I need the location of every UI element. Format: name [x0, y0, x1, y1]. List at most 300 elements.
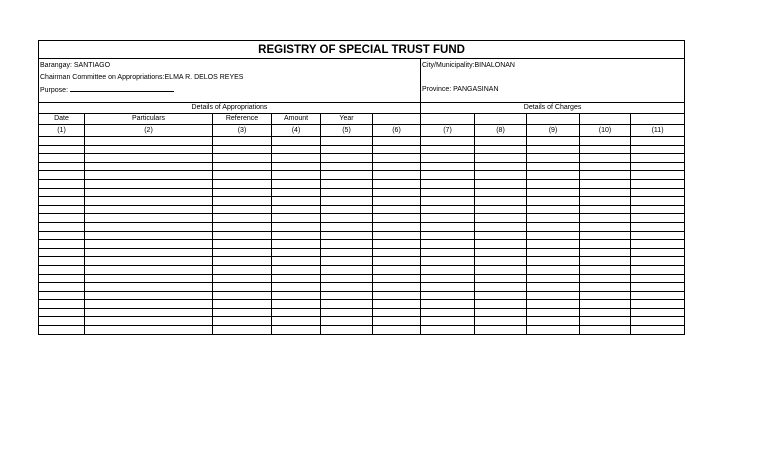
table-cell[interactable]: [39, 317, 85, 326]
column-number: (10): [580, 125, 631, 137]
table-cell[interactable]: [213, 257, 272, 266]
table-cell[interactable]: [527, 240, 580, 249]
table-cell[interactable]: [580, 231, 631, 240]
table-cell[interactable]: [39, 137, 85, 146]
table-cell[interactable]: [213, 179, 272, 188]
table-cell[interactable]: [39, 248, 85, 257]
table-cell[interactable]: [421, 257, 475, 266]
table-cell[interactable]: [631, 154, 685, 163]
table-cell[interactable]: [272, 283, 321, 292]
table-cell[interactable]: [213, 265, 272, 274]
table-cell[interactable]: [321, 248, 373, 257]
table-cell[interactable]: [421, 171, 475, 180]
table-cell[interactable]: [475, 145, 527, 154]
column-number: (7): [421, 125, 475, 137]
table-cell[interactable]: [527, 231, 580, 240]
table-cell[interactable]: [421, 145, 475, 154]
table-cell[interactable]: [321, 317, 373, 326]
table-cell[interactable]: [580, 291, 631, 300]
table-cell[interactable]: [85, 283, 213, 292]
table-cell[interactable]: [272, 265, 321, 274]
column-header: [580, 114, 631, 125]
table-cell[interactable]: [272, 222, 321, 231]
table-cell[interactable]: [475, 162, 527, 171]
table-cell[interactable]: [213, 248, 272, 257]
table-cell[interactable]: [85, 179, 213, 188]
table-cell[interactable]: [631, 240, 685, 249]
table-cell[interactable]: [580, 265, 631, 274]
table-cell[interactable]: [272, 214, 321, 223]
table-cell[interactable]: [213, 240, 272, 249]
table-cell[interactable]: [631, 300, 685, 309]
table-cell[interactable]: [421, 300, 475, 309]
table-cell[interactable]: [580, 326, 631, 335]
table-cell[interactable]: [475, 248, 527, 257]
table-cell[interactable]: [373, 291, 421, 300]
table-cell[interactable]: [475, 214, 527, 223]
table-cell[interactable]: [39, 214, 85, 223]
table-cell[interactable]: [321, 283, 373, 292]
table-cell[interactable]: [631, 291, 685, 300]
table-row: [39, 265, 685, 274]
table-cell[interactable]: [475, 257, 527, 266]
table-cell[interactable]: [580, 205, 631, 214]
table-row: [39, 231, 685, 240]
column-header: Amount: [272, 114, 321, 125]
table-row: [39, 154, 685, 163]
table-cell[interactable]: [373, 179, 421, 188]
table-cell[interactable]: [631, 265, 685, 274]
table-cell[interactable]: [421, 240, 475, 249]
table-cell[interactable]: [272, 317, 321, 326]
table-cell[interactable]: [527, 291, 580, 300]
table-cell[interactable]: [39, 265, 85, 274]
table-cell[interactable]: [580, 222, 631, 231]
table-cell[interactable]: [321, 257, 373, 266]
table-cell[interactable]: [421, 291, 475, 300]
table-cell[interactable]: [321, 240, 373, 249]
table-cell[interactable]: [272, 145, 321, 154]
table-cell[interactable]: [85, 248, 213, 257]
table-cell[interactable]: [373, 283, 421, 292]
table-cell[interactable]: [272, 171, 321, 180]
table-cell[interactable]: [421, 248, 475, 257]
table-cell[interactable]: [527, 205, 580, 214]
table-cell[interactable]: [272, 162, 321, 171]
table-cell[interactable]: [272, 326, 321, 335]
table-cell[interactable]: [373, 205, 421, 214]
table-cell[interactable]: [580, 248, 631, 257]
table-cell[interactable]: [39, 179, 85, 188]
table-cell[interactable]: [272, 240, 321, 249]
table-cell[interactable]: [631, 257, 685, 266]
table-cell[interactable]: [580, 162, 631, 171]
table-row: [39, 222, 685, 231]
table-cell[interactable]: [527, 214, 580, 223]
table-cell[interactable]: [580, 300, 631, 309]
table-cell[interactable]: [373, 197, 421, 206]
table-cell[interactable]: [272, 291, 321, 300]
table-cell[interactable]: [39, 222, 85, 231]
table-cell[interactable]: [272, 274, 321, 283]
column-number: (4): [272, 125, 321, 137]
table-cell[interactable]: [373, 171, 421, 180]
table-row: [39, 145, 685, 154]
table-cell[interactable]: [39, 197, 85, 206]
column-number-row: [39, 125, 685, 137]
table-cell[interactable]: [580, 283, 631, 292]
table-cell[interactable]: [213, 326, 272, 335]
table-cell[interactable]: [421, 274, 475, 283]
table-cell[interactable]: [213, 145, 272, 154]
table-cell[interactable]: [85, 205, 213, 214]
table-cell[interactable]: [85, 197, 213, 206]
table-cell[interactable]: [373, 257, 421, 266]
column-header: Date: [39, 114, 85, 125]
table-cell[interactable]: [321, 231, 373, 240]
table-cell[interactable]: [213, 137, 272, 146]
table-cell[interactable]: [580, 171, 631, 180]
table-row: [39, 274, 685, 283]
table-cell[interactable]: [39, 326, 85, 335]
table-cell[interactable]: [85, 171, 213, 180]
table-cell[interactable]: [527, 197, 580, 206]
table-cell[interactable]: [527, 171, 580, 180]
column-header: Year: [321, 114, 373, 125]
table-cell[interactable]: [321, 137, 373, 146]
table-cell[interactable]: [421, 179, 475, 188]
table-cell[interactable]: [213, 283, 272, 292]
table-cell[interactable]: [580, 214, 631, 223]
column-number: (8): [475, 125, 527, 137]
table-cell[interactable]: [373, 231, 421, 240]
table-cell[interactable]: [631, 162, 685, 171]
table-row: [39, 308, 685, 317]
table-cell[interactable]: [321, 222, 373, 231]
table-cell[interactable]: [580, 317, 631, 326]
section-appropriations: Details of Appropriations: [39, 103, 421, 114]
table-cell[interactable]: [213, 188, 272, 197]
column-header: [373, 114, 421, 125]
table-row: [39, 317, 685, 326]
table-cell[interactable]: [39, 231, 85, 240]
table-cell[interactable]: [475, 137, 527, 146]
table-cell[interactable]: [421, 205, 475, 214]
table-cell[interactable]: [321, 162, 373, 171]
table-cell[interactable]: [272, 300, 321, 309]
table-cell[interactable]: [580, 240, 631, 249]
table-cell[interactable]: [85, 317, 213, 326]
column-header-row: [39, 114, 685, 125]
table-cell[interactable]: [631, 214, 685, 223]
table-cell[interactable]: [475, 222, 527, 231]
form-title: REGISTRY OF SPECIAL TRUST FUND: [39, 41, 685, 59]
table-cell[interactable]: [421, 197, 475, 206]
table-cell[interactable]: [475, 317, 527, 326]
column-header: [475, 114, 527, 125]
table-row: [39, 283, 685, 292]
table-cell[interactable]: [421, 265, 475, 274]
barangay-field: Barangay: SANTIAGO: [40, 62, 111, 69]
table-cell[interactable]: [475, 265, 527, 274]
table-cell[interactable]: [272, 231, 321, 240]
table-cell[interactable]: [272, 205, 321, 214]
table-cell[interactable]: [527, 222, 580, 231]
table-cell[interactable]: [85, 162, 213, 171]
table-row: [39, 205, 685, 214]
column-number: (1): [39, 125, 85, 137]
table-cell[interactable]: [631, 283, 685, 292]
table-cell[interactable]: [421, 317, 475, 326]
table-cell[interactable]: [421, 308, 475, 317]
table-cell[interactable]: [373, 308, 421, 317]
table-cell[interactable]: [213, 308, 272, 317]
table-cell[interactable]: [321, 326, 373, 335]
table-cell[interactable]: [213, 214, 272, 223]
table-cell[interactable]: [527, 162, 580, 171]
table-row: [39, 291, 685, 300]
table-cell[interactable]: [373, 214, 421, 223]
table-cell[interactable]: [421, 231, 475, 240]
table-cell[interactable]: [85, 154, 213, 163]
table-cell[interactable]: [213, 222, 272, 231]
column-header: Particulars: [85, 114, 213, 125]
table-cell[interactable]: [421, 154, 475, 163]
table-cell[interactable]: [475, 231, 527, 240]
table-cell[interactable]: [421, 162, 475, 171]
table-cell[interactable]: [39, 308, 85, 317]
table-cell[interactable]: [39, 162, 85, 171]
table-cell[interactable]: [580, 145, 631, 154]
table-cell[interactable]: [527, 326, 580, 335]
table-cell[interactable]: [39, 205, 85, 214]
table-cell[interactable]: [373, 137, 421, 146]
table-cell[interactable]: [527, 154, 580, 163]
table-cell[interactable]: [475, 188, 527, 197]
table-cell[interactable]: [421, 326, 475, 335]
table-cell[interactable]: [631, 274, 685, 283]
table-cell[interactable]: [475, 205, 527, 214]
table-cell[interactable]: [272, 308, 321, 317]
table-cell[interactable]: [213, 231, 272, 240]
table-cell[interactable]: [321, 197, 373, 206]
table-cell[interactable]: [580, 308, 631, 317]
table-cell[interactable]: [527, 274, 580, 283]
table-cell[interactable]: [580, 188, 631, 197]
table-row: [39, 162, 685, 171]
table-cell[interactable]: [631, 145, 685, 154]
table-cell[interactable]: [527, 300, 580, 309]
table-cell[interactable]: [321, 188, 373, 197]
table-cell[interactable]: [85, 257, 213, 266]
table-cell[interactable]: [475, 197, 527, 206]
table-cell[interactable]: [373, 162, 421, 171]
table-cell[interactable]: [321, 205, 373, 214]
table-cell[interactable]: [85, 326, 213, 335]
table-cell[interactable]: [213, 291, 272, 300]
table-cell[interactable]: [475, 274, 527, 283]
table-cell[interactable]: [421, 222, 475, 231]
table-cell[interactable]: [213, 171, 272, 180]
table-cell[interactable]: [321, 265, 373, 274]
table-cell[interactable]: [213, 300, 272, 309]
table-cell[interactable]: [85, 274, 213, 283]
purpose-label: Purpose:: [40, 87, 69, 94]
table-cell[interactable]: [475, 240, 527, 249]
table-cell[interactable]: [527, 145, 580, 154]
table-cell[interactable]: [85, 291, 213, 300]
table-cell[interactable]: [475, 283, 527, 292]
column-number: (2): [85, 125, 213, 137]
table-cell[interactable]: [85, 231, 213, 240]
table-cell[interactable]: [631, 205, 685, 214]
table-cell[interactable]: [39, 154, 85, 163]
table-row: [39, 188, 685, 197]
table-cell[interactable]: [272, 188, 321, 197]
table-cell[interactable]: [527, 248, 580, 257]
left-info-block: [39, 59, 421, 103]
table-cell[interactable]: [631, 137, 685, 146]
table-cell[interactable]: [272, 154, 321, 163]
table-cell[interactable]: [580, 179, 631, 188]
table-cell[interactable]: [39, 283, 85, 292]
table-cell[interactable]: [321, 308, 373, 317]
table-cell[interactable]: [213, 205, 272, 214]
table-cell[interactable]: [321, 274, 373, 283]
table-cell[interactable]: [213, 197, 272, 206]
table-cell[interactable]: [475, 154, 527, 163]
table-cell[interactable]: [272, 179, 321, 188]
table-cell[interactable]: [213, 154, 272, 163]
table-cell[interactable]: [527, 283, 580, 292]
table-cell[interactable]: [631, 248, 685, 257]
table-cell[interactable]: [580, 137, 631, 146]
table-cell[interactable]: [85, 188, 213, 197]
table-cell[interactable]: [631, 231, 685, 240]
table-cell[interactable]: [213, 162, 272, 171]
table-cell[interactable]: [39, 188, 85, 197]
table-cell[interactable]: [527, 257, 580, 266]
table-cell[interactable]: [39, 171, 85, 180]
table-cell[interactable]: [527, 308, 580, 317]
table-cell[interactable]: [272, 197, 321, 206]
table-cell[interactable]: [373, 188, 421, 197]
table-cell[interactable]: [631, 222, 685, 231]
table-cell[interactable]: [373, 154, 421, 163]
table-cell[interactable]: [85, 145, 213, 154]
table-cell[interactable]: [321, 154, 373, 163]
table-cell[interactable]: [421, 188, 475, 197]
table-cell[interactable]: [321, 291, 373, 300]
table-cell[interactable]: [373, 145, 421, 154]
column-number: (11): [631, 125, 685, 137]
table-cell[interactable]: [373, 317, 421, 326]
table-cell[interactable]: [631, 188, 685, 197]
middle-info-block: [421, 59, 685, 103]
table-cell[interactable]: [580, 274, 631, 283]
table-cell[interactable]: [580, 257, 631, 266]
table-cell[interactable]: [272, 137, 321, 146]
table-cell[interactable]: [421, 214, 475, 223]
table-cell[interactable]: [321, 214, 373, 223]
table-cell[interactable]: [85, 137, 213, 146]
table-cell[interactable]: [373, 326, 421, 335]
table-cell[interactable]: [475, 171, 527, 180]
table-cell[interactable]: [321, 300, 373, 309]
table-cell[interactable]: [39, 300, 85, 309]
table-cell[interactable]: [213, 317, 272, 326]
table-cell[interactable]: [527, 137, 580, 146]
table-cell[interactable]: [475, 308, 527, 317]
table-cell[interactable]: [39, 145, 85, 154]
table-cell[interactable]: [213, 274, 272, 283]
table-cell[interactable]: [527, 179, 580, 188]
table-cell[interactable]: [85, 308, 213, 317]
table-cell[interactable]: [580, 154, 631, 163]
table-cell[interactable]: [373, 274, 421, 283]
table-cell[interactable]: [39, 291, 85, 300]
table-cell[interactable]: [39, 240, 85, 249]
table-cell[interactable]: [631, 326, 685, 335]
table-row: [39, 197, 685, 206]
table-cell[interactable]: [39, 257, 85, 266]
table-cell[interactable]: [85, 300, 213, 309]
table-cell[interactable]: [475, 291, 527, 300]
table-cell[interactable]: [85, 222, 213, 231]
table-cell[interactable]: [373, 248, 421, 257]
table-cell[interactable]: [475, 326, 527, 335]
table-cell[interactable]: [39, 274, 85, 283]
table-cell[interactable]: [373, 222, 421, 231]
table-row: [39, 257, 685, 266]
table-cell[interactable]: [631, 317, 685, 326]
registry-form: [38, 40, 684, 335]
table-cell[interactable]: [272, 248, 321, 257]
chairman-field: Chairman Committee on Appropriations:ELMA R. DELOS REYES: [40, 74, 244, 81]
table-cell[interactable]: [527, 188, 580, 197]
table-cell[interactable]: [527, 265, 580, 274]
table-cell[interactable]: [527, 317, 580, 326]
table-cell[interactable]: [580, 197, 631, 206]
table-cell[interactable]: [475, 300, 527, 309]
table-cell[interactable]: [272, 257, 321, 266]
blank-rows: [39, 137, 685, 335]
table-cell[interactable]: [85, 214, 213, 223]
table-cell[interactable]: [631, 197, 685, 206]
table-cell[interactable]: [631, 308, 685, 317]
province-field: Province: PANGASINAN: [422, 86, 499, 93]
purpose-blank-line: [70, 85, 174, 92]
table-cell[interactable]: [85, 240, 213, 249]
column-number: (3): [213, 125, 272, 137]
table-cell[interactable]: [321, 179, 373, 188]
table-cell[interactable]: [631, 171, 685, 180]
table-cell[interactable]: [321, 171, 373, 180]
table-cell[interactable]: [85, 265, 213, 274]
table-row: [39, 248, 685, 257]
table-cell[interactable]: [631, 179, 685, 188]
table-cell[interactable]: [421, 137, 475, 146]
table-cell[interactable]: [475, 179, 527, 188]
table-cell[interactable]: [373, 265, 421, 274]
table-cell[interactable]: [421, 283, 475, 292]
column-header: Reference: [213, 114, 272, 125]
table-cell[interactable]: [373, 240, 421, 249]
table-row: [39, 240, 685, 249]
table-cell[interactable]: [321, 145, 373, 154]
column-number: (9): [527, 125, 580, 137]
table-cell[interactable]: [373, 300, 421, 309]
